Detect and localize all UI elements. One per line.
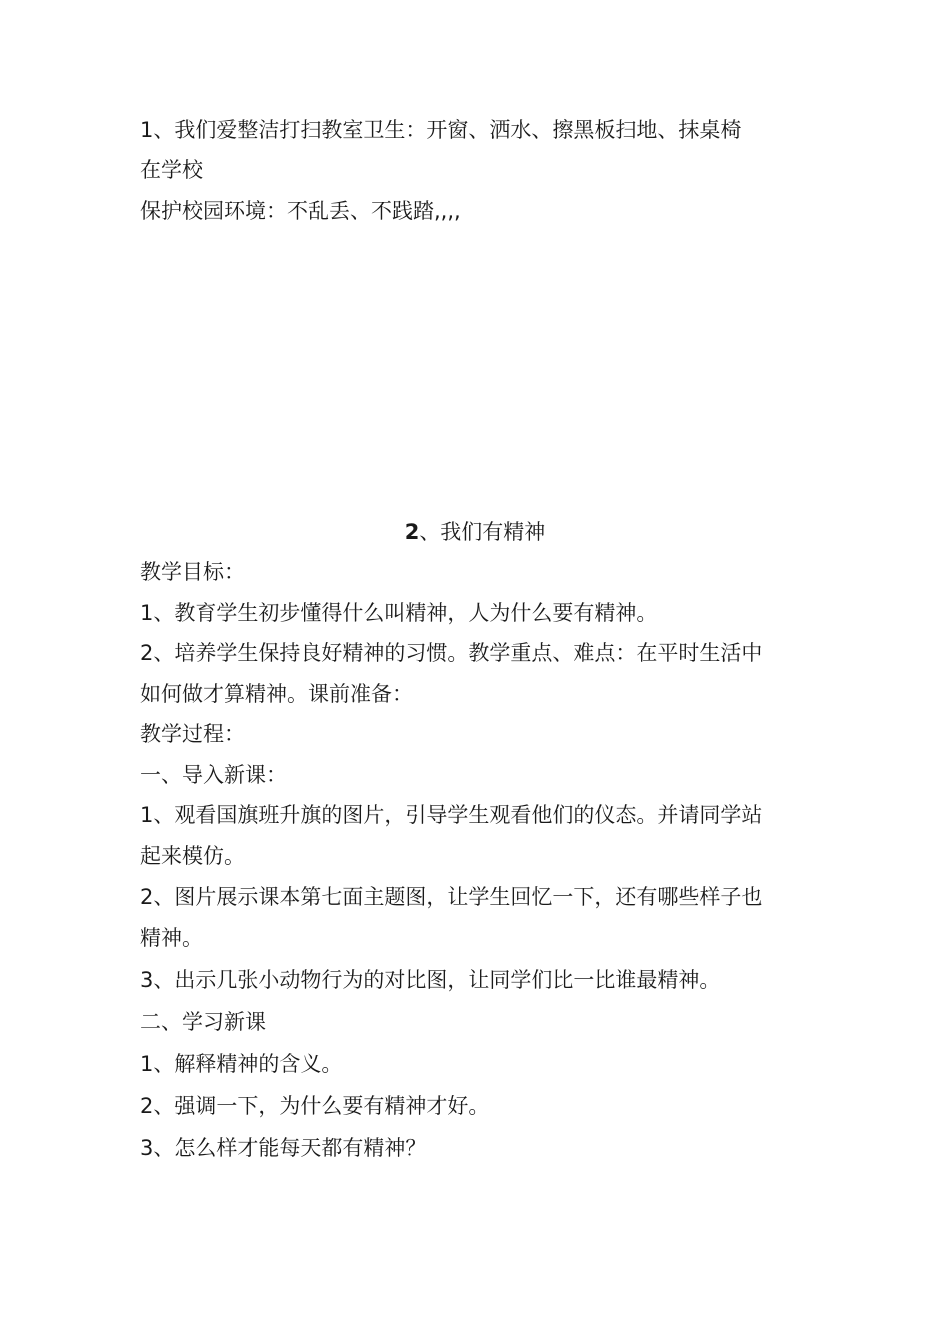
text-line: 教学过程： <box>140 722 245 746</box>
text-line: 教学目标： <box>140 560 245 584</box>
text-line: 二、学习新课 <box>140 1010 266 1034</box>
text-line: 起来模仿。 <box>140 844 245 868</box>
text-line: 如何做才算精神。课前准备： <box>140 682 413 706</box>
text-line: 2、图片展示课本第七面主题图，让学生回忆一下，还有哪些样子也 <box>140 885 763 909</box>
text-line: 2、强调一下，为什么要有精神才好。 <box>140 1094 490 1118</box>
text-line: 3、出示几张小动物行为的对比图，让同学们比一比谁最精神。 <box>140 968 721 992</box>
text-line: 一、导入新课： <box>140 763 287 787</box>
text-line: 1、我们爱整洁打扫教室卫生：开窗、洒水、擦黑板扫地、抹桌椅 <box>140 118 742 142</box>
text-line: 1、观看国旗班升旗的图片，引导学生观看他们的仪态。并请同学站 <box>140 803 763 827</box>
text-line: 保护校园环境：不乱丢、不践踏,,,, <box>140 199 461 223</box>
text-line: 在学校 <box>140 158 203 182</box>
text-line: 1、解释精神的含义。 <box>140 1052 343 1076</box>
section-number: 2 <box>404 520 420 544</box>
text-line: 2、培养学生保持良好精神的习惯。教学重点、难点：在平时生活中 <box>140 641 763 665</box>
text-line: 3、怎么样才能每天都有精神？ <box>140 1136 427 1160</box>
text-line: 1、教育学生初步懂得什么叫精神，人为什么要有精神。 <box>140 601 658 625</box>
section-title-text: 、我们有精神 <box>419 520 546 544</box>
section-title <box>0 518 950 546</box>
text-line: 精神。 <box>140 926 203 950</box>
